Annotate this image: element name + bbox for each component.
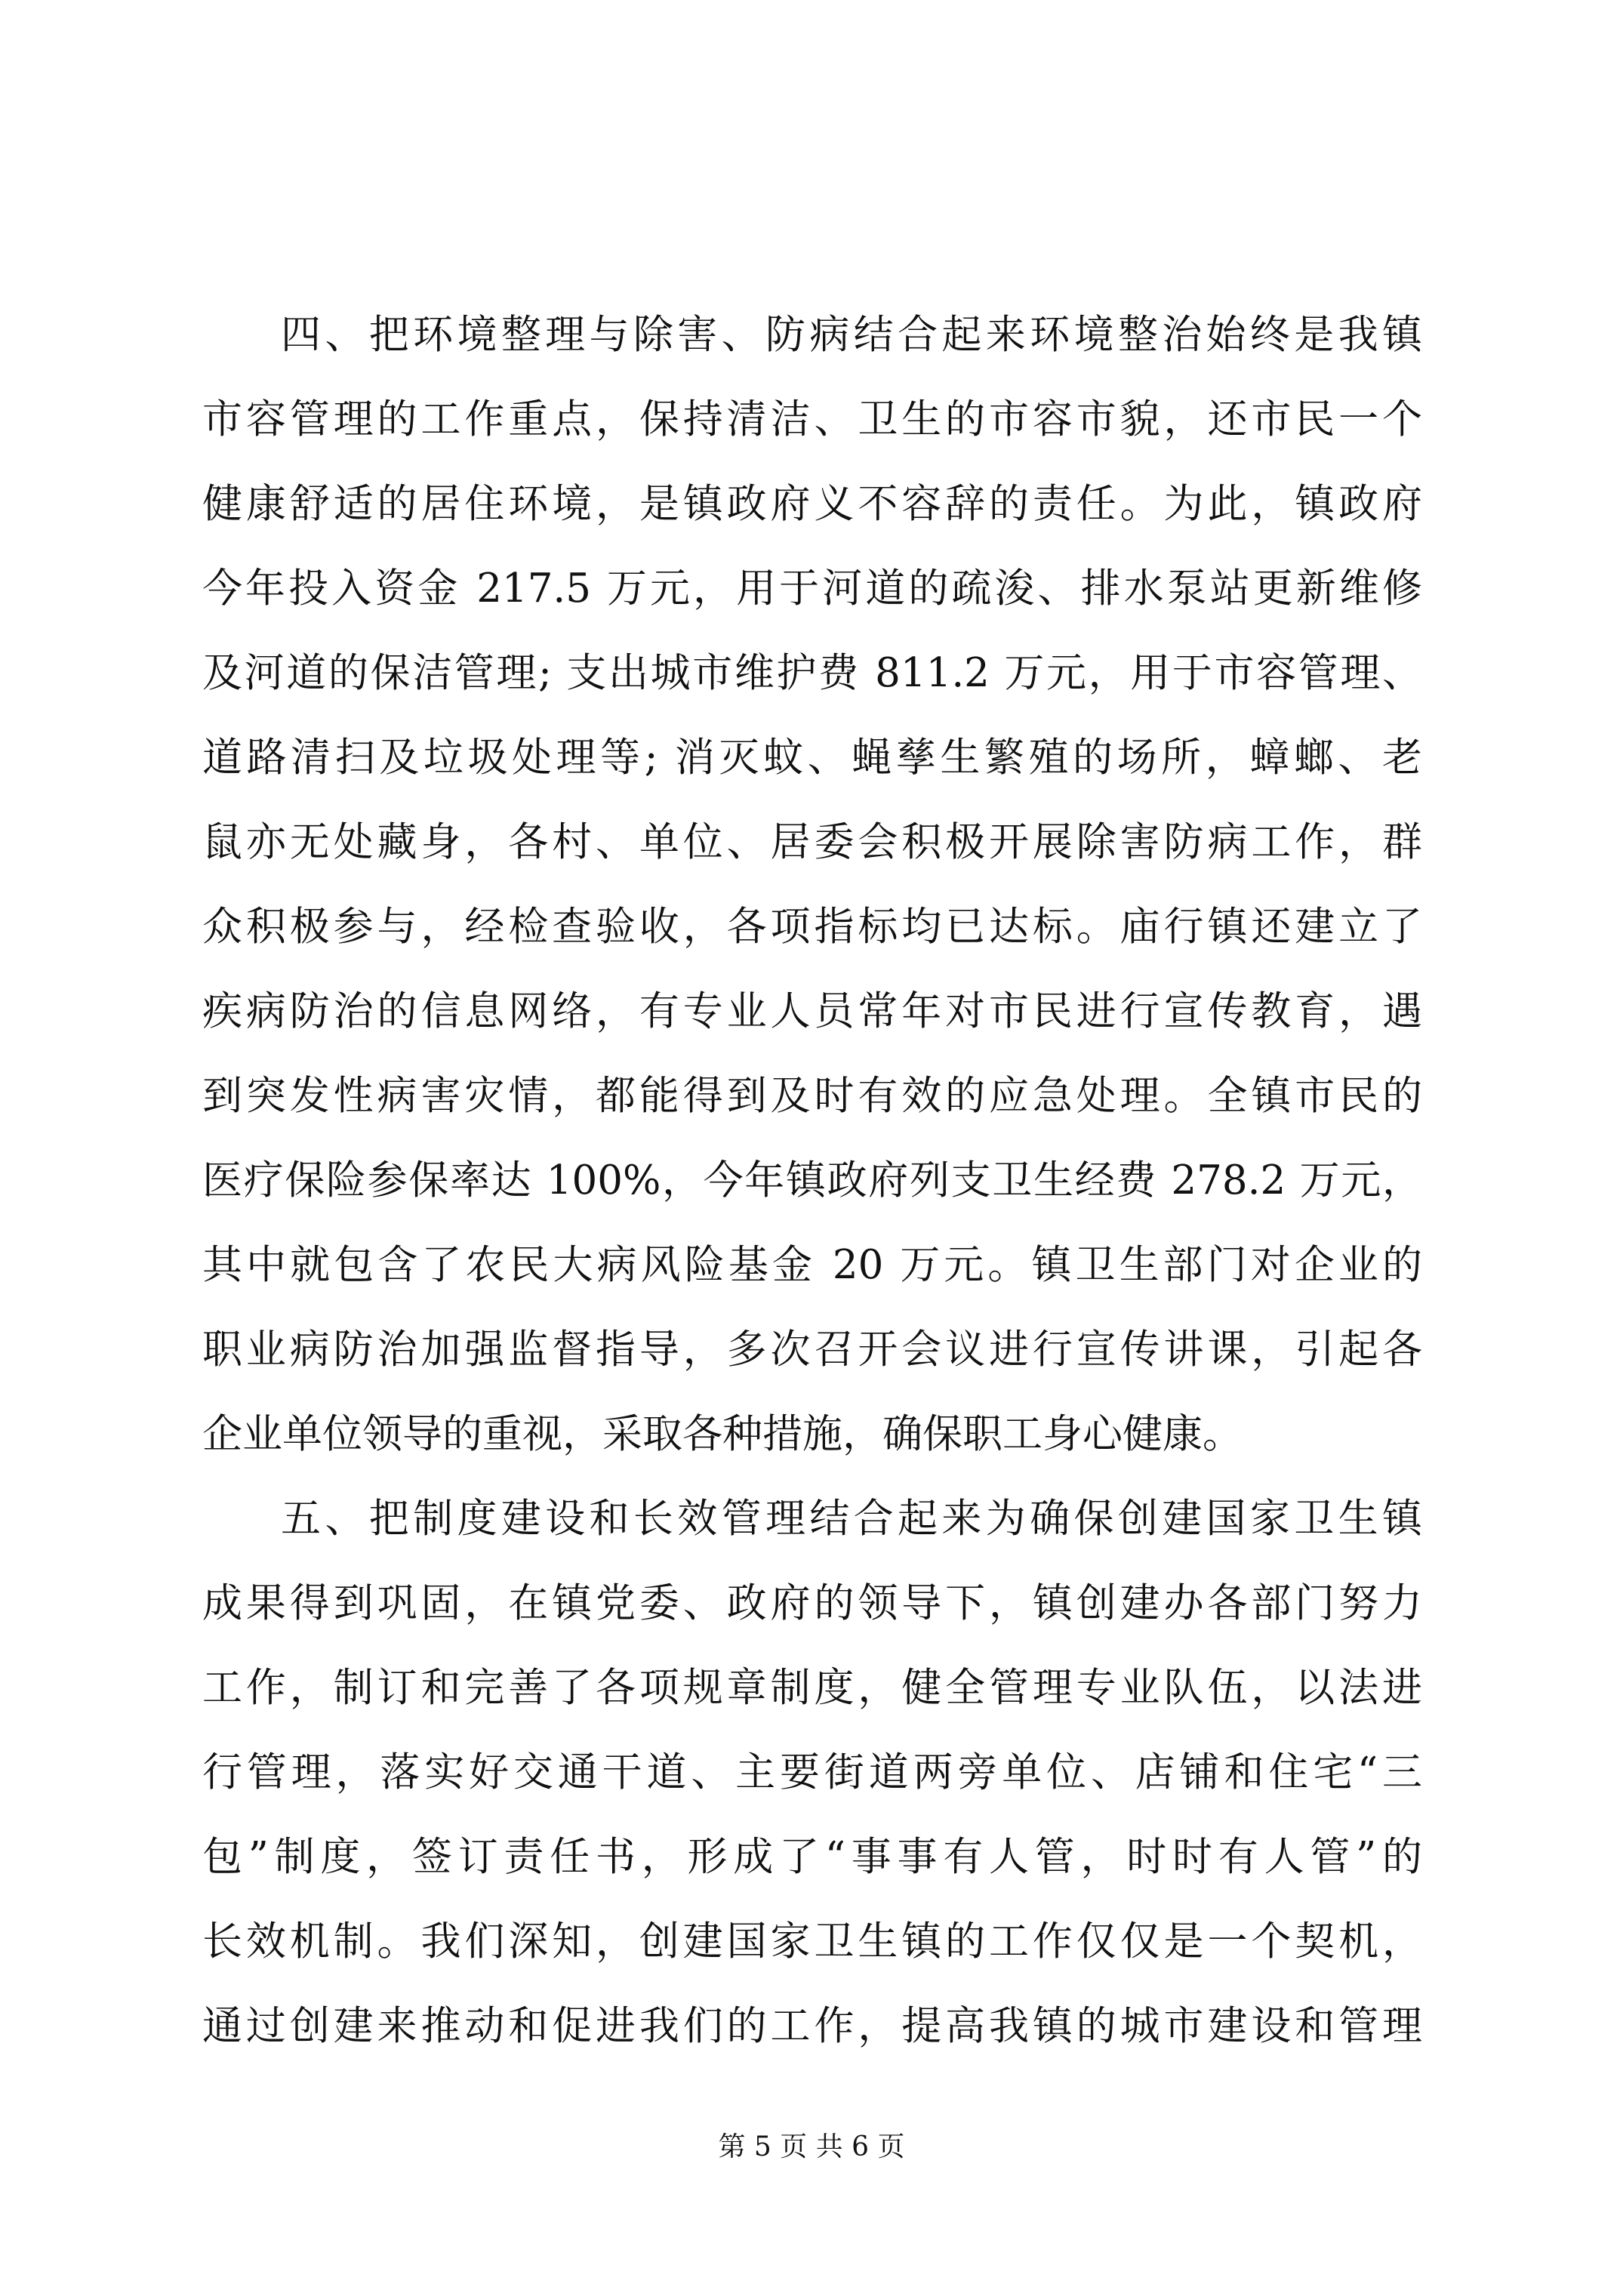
- text-line: 医疗保险参保率达 100%，今年镇政府列支卫生经费 278.2 万元，: [202, 1157, 1422, 1203]
- text-line: 行管理，落实好交通干道、主要街道两旁单位、店铺和住宅“三: [202, 1749, 1422, 1795]
- text-line: 四、把环境整理与除害、防病结合起来环境整治始终是我镇: [281, 312, 1422, 358]
- text-line: 道路清扫及垃圾处理等; 消灭蚊、蝇孳生繁殖的场所，蟑螂、老: [202, 735, 1422, 781]
- text-line: 企业单位领导的重视，采取各种措施，确保职工身心健康。: [202, 1411, 1243, 1457]
- paragraph-section-5: [202, 1477, 1422, 2069]
- paragraph-section-4: [202, 293, 1422, 1477]
- text-line: 健康舒适的居住环境，是镇政府义不容辞的责任。为此，镇政府: [202, 481, 1422, 527]
- text-line: 疾病防治的信息网络，有专业人员常年对市民进行宣传教育，遇: [202, 988, 1422, 1034]
- text-line: 通过创建来推动和促进我们的工作，提高我镇的城市建设和管理: [202, 2003, 1422, 2049]
- text-line: 成果得到巩固，在镇党委、政府的领导下，镇创建办各部门努力: [202, 1580, 1422, 1626]
- text-line: 众积极参与，经检查验收，各项指标均已达标。庙行镇还建立了: [202, 904, 1422, 950]
- text-line: 及河道的保洁管理; 支出城市维护费 811.2 万元，用于市容管理、: [202, 650, 1422, 696]
- text-line: 鼠亦无处藏身，各村、单位、居委会积极开展除害防病工作，群: [202, 819, 1422, 865]
- text-line: 今年投入资金 217.5 万元，用于河道的疏浚、排水泵站更新维修: [202, 566, 1422, 612]
- page-number-footer: 第 5 页 共 6 页: [718, 2131, 905, 2162]
- text-line: 到突发性病害灾情，都能得到及时有效的应急处理。全镇市民的: [202, 1073, 1422, 1119]
- text-line: 其中就包含了农民大病风险基金 20 万元。镇卫生部门对企业的: [202, 1242, 1422, 1288]
- text-line: 工作，制订和完善了各项规章制度，健全管理专业队伍，以法进: [202, 1665, 1422, 1711]
- text-line: 五、把制度建设和长效管理结合起来为确保创建国家卫生镇: [281, 1496, 1422, 1542]
- text-line: 长效机制。我们深知，创建国家卫生镇的工作仅仅是一个契机，: [202, 1918, 1422, 1965]
- text-line: 职业病防治加强监督指导，多次召开会议进行宣传讲课，引起各: [202, 1327, 1422, 1373]
- document-body: [202, 293, 1422, 2069]
- text-line: 包”制度，签订责任书，形成了“事事有人管，时时有人管”的: [202, 1834, 1422, 1880]
- text-line: 市容管理的工作重点，保持清洁、卫生的市容市貌，还市民一个: [202, 396, 1422, 442]
